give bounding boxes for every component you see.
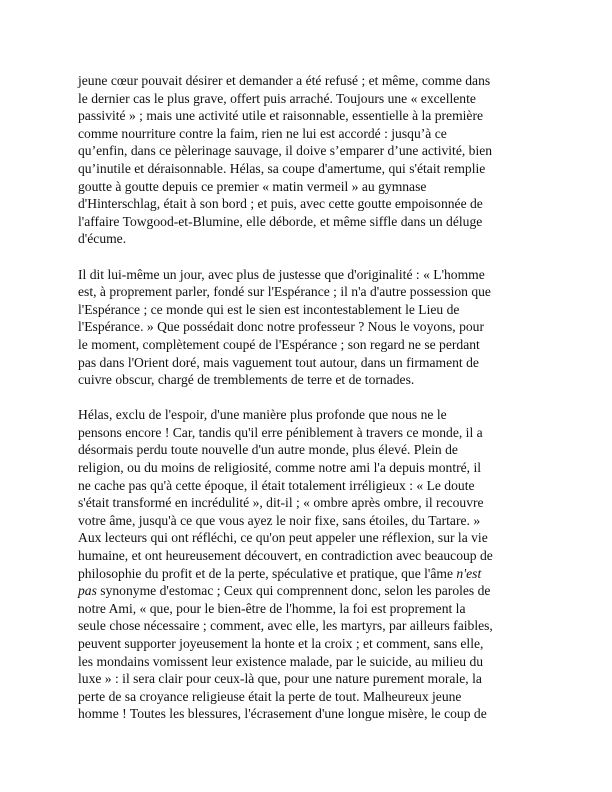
paragraph-3 — [78, 406, 538, 723]
text-line — [78, 565, 538, 583]
text-fragment: synonyme d'estomac ; Ceux qui comprennent donc, selon les paroles de — [100, 583, 491, 599]
document-page — [78, 72, 538, 723]
text-line — [78, 582, 538, 600]
text-fragment: philosophie du profit et de la perte, spéculative et pratique, que l'âme — [78, 565, 457, 581]
text-line: ne cache pas qu'à cette époque, il était totalement irréligieux : « Le doute — [78, 477, 475, 493]
text-line: votre âme, jusqu'à ce que vous ayez le noir fixe, sans étoiles, du Tartare. » — [78, 512, 481, 528]
text-line: pensons encore ! Car, tandis qu'il erre péniblement à travers ce monde, il a — [78, 424, 483, 440]
text-line: le dernier cas le plus grave, offert puis arraché. Toujours une « excellente — [78, 90, 476, 106]
text-line: homme ! Toutes les blessures, l'écrasement d'une longue misère, le coup de — [78, 706, 487, 722]
text-line: perte de sa croyance religieuse était la perte de tout. Malheureux jeune — [78, 688, 462, 704]
text-line: notre Ami, « que, pour le bien-être de l'homme, la foi est proprement la — [78, 600, 466, 616]
text-line: le moment, complètement coupé de l'Espérance ; son regard ne se perdant — [78, 336, 480, 352]
text-line: d'Hinterschlag, était à son bord ; et puis, avec cette goutte empoisonnée de — [78, 196, 483, 212]
text-line: l'Espérance ; ce monde qui est le sien est incontestablement le Lieu de — [78, 301, 460, 317]
text-line: les mondains vomissent leur existence malade, par le suicide, au milieu du — [78, 653, 484, 669]
text-line: qu’inutile et déraisonnable. Hélas, sa coupe d'amertume, qui s'était remplie — [78, 160, 486, 176]
text-line: Aux lecteurs qui ont réfléchi, ce qu'on peut appeler une réflexion, sur la vie — [78, 530, 488, 546]
text-line: l'affaire Towgood-et-Blumine, elle déborde, et même siffle dans un déluge — [78, 213, 483, 229]
text-line: jeune cœur pouvait désirer et demander a été refusé ; et même, comme dans — [78, 73, 491, 88]
emphasis-text: n'est — [456, 565, 482, 581]
text-line: peuvent supporter joyeusement la honte et la croix ; et comment, sans elle, — [78, 636, 484, 651]
text-line: religion, ou du moins de religiosité, comme notre ami l'a depuis montré, il — [78, 460, 482, 476]
paragraph-2 — [78, 266, 538, 389]
paragraph-1 — [78, 72, 538, 248]
text-line: luxe » : il sera clair pour ceux-là que, pour une nature purement morale, la — [78, 671, 482, 687]
text-line: qu’enfin, dans ce pèlerinage sauvage, il doive s’emparer d’une activité, bien — [78, 143, 493, 159]
text-line: comme nourriture contre la faim, rien ne lui est accordé : jusqu’à ce — [78, 125, 447, 141]
text-line: désormais perdu toute nouvelle d'un autre monde, plus élevé. Plein de — [78, 442, 458, 458]
text-line: d'écume. — [78, 231, 127, 247]
text-line: seule chose nécessaire ; comment, avec elle, les martyrs, par ailleurs faibles, — [78, 618, 493, 634]
text-line: goutte à goutte depuis ce premier « matin vermeil » au gymnase — [78, 178, 427, 194]
text-line: s'était transformé en incrédulité », dit-il ; « ombre après ombre, il recouvre — [78, 495, 484, 511]
text-line: passivité » ; mais une activité utile et raisonnable, essentielle à la première — [78, 108, 484, 124]
text-line: cuivre obscur, chargé de tremblements de terre et de tornades. — [78, 372, 415, 388]
text-line: humaine, et ont heureusement découvert, en contradiction avec beaucoup de — [78, 548, 493, 564]
text-line: Hélas, exclu de l'espoir, d'une manière plus profonde que nous ne le — [78, 407, 447, 423]
emphasis-text: pas — [78, 583, 97, 599]
text-line: Il dit lui-même un jour, avec plus de justesse que d'originalité : « L'homme — [78, 266, 485, 282]
text-line: pas dans l'Orient doré, mais vaguement tout autour, dans un firmament de — [78, 354, 479, 370]
text-line: l'Espérance. » Que possédait donc notre professeur ? Nous le voyons, pour — [78, 319, 485, 335]
text-line: est, à proprement parler, fondé sur l'Espérance ; il n'a d'autre possession que — [78, 284, 491, 300]
